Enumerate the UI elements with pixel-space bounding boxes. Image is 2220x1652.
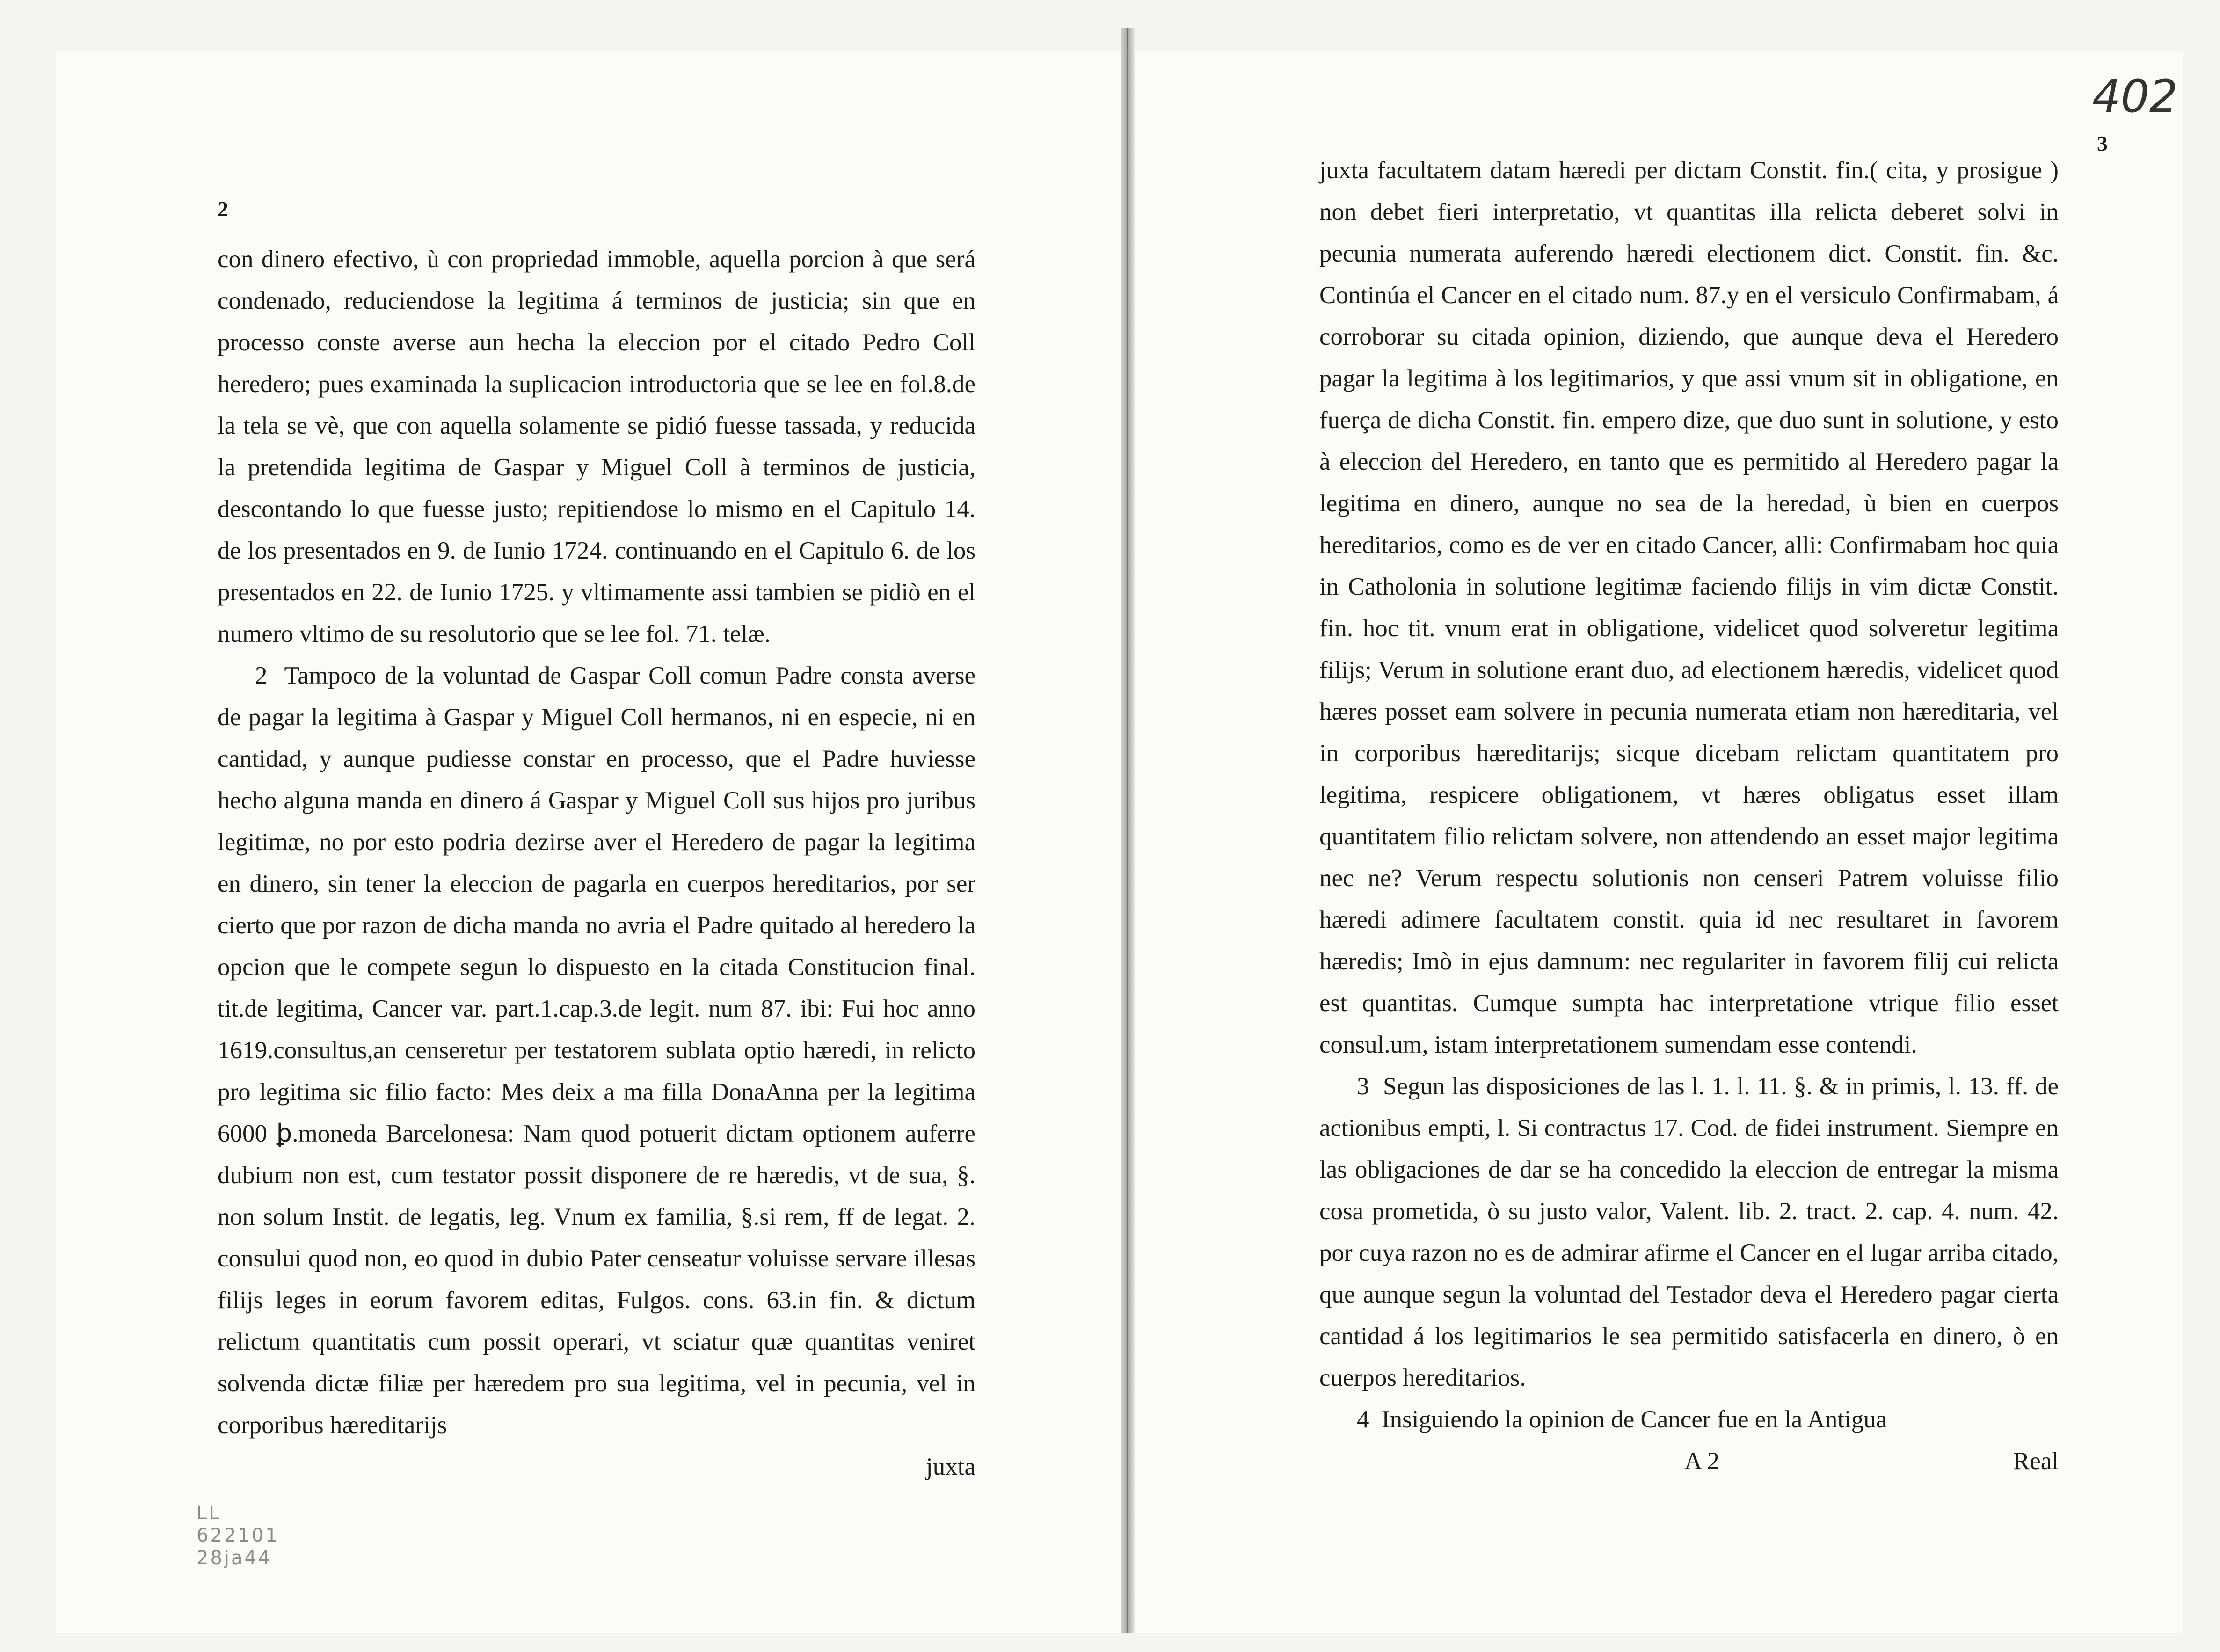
stamp-line-1: LL [197, 1502, 221, 1524]
right-page-body [1319, 150, 2059, 1482]
right-paragraph-1: juxta facultatem datam hæredi per dictam Constit. fin.( cita, y prosigue ) non debet fieri interpretatio, vt quantitas illa relicta deberet solvi in pecunia numerata auferendo hæredi electionem dict. Constit. fin. &c. Continúa el Cancer en el citado num. 87.y en el versiculo Confirmabam, á corroborar su citada opinion, diziendo, que aunque deva el Heredero pagar la legitima à los legitimarios, y que assi vnum sit in obligatione, en fuerça de dicha Constit. fin. empero dize, que duo sunt in solutione, y esto à eleccion del Heredero, en tanto que es permitido al Heredero pagar la legitima en dinero, aunque no sea de la heredad, ù bien en cuerpos hereditarios, como es de ver en citado Cancer, alli: Confirmabam hoc quia in Catholonia in solutione legitimæ faciendo filijs in vim dictæ Constit. fin. hoc tit. vnum erat in obligatione, videlicet quod solveretur legitima filijs; Verum in solutione erant duo, ad electionem hæredis, videlicet quod hæres posset eam solvere in pecunia numerata etiam non hæreditaria, vel in corporibus hæreditarijs; sicque dicebam relictam quantitatem pro legitima, respicere obligationem, vt hæres obligatus esset illam quantitatem filio relictam solvere, non attendendo an esset major legitima nec ne? Verum respectu solutionis non censeri Patrem voluisse filio hæredi adimere facultatem constit. quia id nec resultaret in favorem hæredis; Imò in ejus damnum: nec regulariter in favorem filij cui relicta est quantitas. Cumque sumpta hac interpretatione vtrique filio esset consul.um, istam interpretationem sumendam esse contendi. [1319, 157, 2059, 1058]
stamp-line-3: 28ja44 [197, 1547, 272, 1569]
right-page-number: 3 [2097, 131, 2108, 155]
left-paragraph-2-text: Tampoco de la voluntad de Gaspar Coll comun Padre consta averse de pagar la legitima à Gaspar y Miguel Coll hermanos, ni en especie, ni en cantidad, y aunque pudiesse constar en processo, que el Padre huviesse hecho alguna manda en dinero á Gaspar y Miguel Coll sus hijos pro juribus legitimæ, no por esto podria dezirse aver el Heredero de pagar la legitima en dinero, sin tener la eleccion de pagarla en cuerpos hereditarios, por ser cierto que por razon de dicha manda no avria el Padre quitado al heredero la opcion que le compete segun lo dispuesto en la citada Constitucion final. tit.de legitima, Cancer var. part.1.cap.3.de legit. num 87. ibi: Fui hoc anno 1619.consultus,an censeretur per testatorem sublata optio hæredi, in relicto pro legitima sic filio facto: Mes deix a ma filla DonaAnna per la legitima 6000 ꝧ.moneda Barcelonesa: Nam quod potuerit dictam optionem auferre dubium non est, cum testator possit disponere de re hæredis, vt de sua, §. non solum Instit. de legatis, leg. Vnum ex familia, §.si rem, ff de legat. 2. consului quod non, eo quod in dubio Pater censeatur voluisse servare illesas filijs leges in eorum favorem editas, Fulgos. cons. 63.in fin. & dictum relictum quantitatis cum possit operari, vt sciatur quæ quantitas veniret solvenda dictæ filiæ per hæredem pro sua legitima, vel in pecunia, vel in corporibus hæreditarijs [218, 662, 975, 1439]
left-page [56, 51, 1121, 1633]
right-page [1135, 51, 2183, 1633]
paragraph-number: 3 [1357, 1073, 1369, 1100]
right-paragraph-3-text: Insiguiendo la opinion de Cancer fue en la Antigua [1382, 1406, 1887, 1433]
left-paragraph-1: con dinero efectivo, ù con propriedad immoble, aquella porcion à que será condenado, reduciendose la legitima á terminos de justicia; sin que en processo conste averse aun hecha la eleccion por el citado Pedro Coll heredero; pues examinada la suplicacion introductoria que se lee en fol.8.de la tela se vè, que con aquella solamente se pidió fuesse tassada, y reducida la pretendida legitima de Gaspar y Miguel Coll à terminos de justicia, descontando lo que fuesse justo; repitiendose lo mismo en el Capitulo 14. de los presentados en 9. de Iunio 1724. continuando en el Capitulo 6. de los presentados en 22. de Iunio 1725. y vltimamente assi tambien se pidiò en el numero vltimo de su resolutorio que se lee fol. 71. telæ. [218, 246, 975, 648]
book-gutter [1121, 28, 1135, 1633]
left-paragraph-2 [218, 655, 975, 1446]
right-paragraph-3 [1319, 1399, 2059, 1441]
right-paragraph-2-text: Segun las disposiciones de las l. 1. l. 11. §. & in primis, l. 13. ff. de actionibus empti, l. Si contractus 17. Cod. de fidei instrument. Siempre en las obligaciones de dar se ha concedido la eleccion de entregar la misma cosa prometida, ò su justo valor, Valent. lib. 2. tract. 2. cap. 4. num. 42. por cuya razon no es de admirar afirme el Cancer en el lugar arriba citado, que aunque segun la voluntad del Testador deva el Heredero pagar cierta cantidad á los legitimarios le sea permitido satisfacerla en dinero, ò en cuerpos hereditarios. [1319, 1073, 2059, 1391]
signature-mark: A 2 [1684, 1448, 1720, 1475]
handwritten-folio-number: 402 [2092, 70, 2178, 123]
stamp-line-2: 622101 [197, 1525, 279, 1546]
paragraph-number: 4 [1357, 1406, 1369, 1433]
paragraph-number: 2 [255, 662, 268, 689]
left-catchword: juxta [926, 1453, 975, 1480]
right-paragraph-2 [1319, 1066, 2059, 1399]
right-catchword: Real [2013, 1448, 2059, 1475]
archive-stamp [197, 1502, 279, 1569]
left-page-body [218, 239, 975, 1488]
left-page-number: 2 [218, 197, 228, 221]
signature-row [1684, 1441, 2059, 1482]
